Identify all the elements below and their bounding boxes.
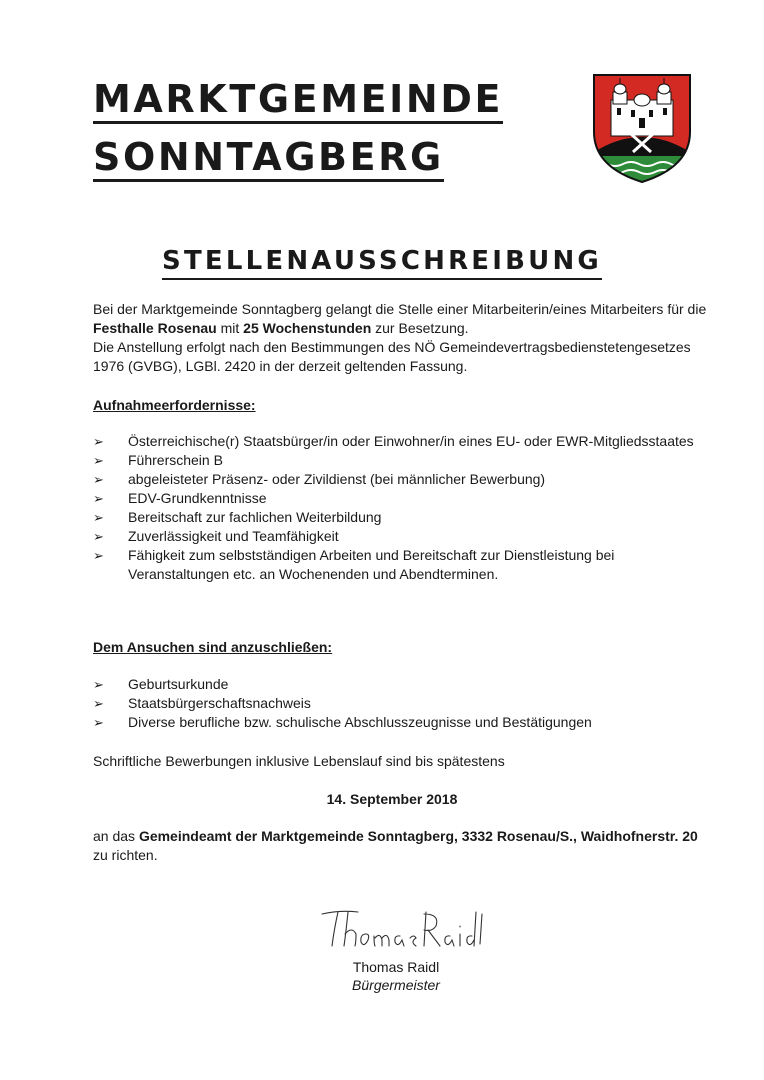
water-band (591, 156, 693, 184)
employment-basis-text: Die Anstellung erfolgt nach den Bestimmungen des NÖ Gemeindevertragsbedienstetengesetzes 1976 (GVBG), LGBl. 2420 in der derzeit geltenden Fassung. (93, 339, 691, 374)
address-suffix: zu richten. (93, 847, 158, 863)
arrow-bullet-icon: ➢ (93, 491, 104, 506)
intro-paragraph (93, 300, 713, 376)
list-item (93, 432, 713, 451)
requirements-heading: Aufnahmeerfordernisse: (93, 397, 256, 413)
list-item (93, 675, 713, 694)
coat-of-arms-icon (591, 72, 693, 184)
arrow-bullet-icon: ➢ (93, 453, 104, 468)
list-item-text: Geburtsurkunde (128, 676, 229, 692)
venue-name: Festhalle Rosenau (93, 320, 217, 336)
arrow-bullet-icon: ➢ (93, 510, 104, 525)
weekly-hours: 25 Wochenstunden (243, 320, 372, 336)
signatory-role: Bürgermeister (352, 977, 440, 993)
arrow-bullet-icon: ➢ (93, 548, 104, 563)
intro-text: mit (216, 320, 244, 336)
intro-text: zur Besetzung. (371, 320, 469, 336)
arrow-bullet-icon: ➢ (93, 434, 104, 449)
arrow-bullet-icon: ➢ (93, 472, 104, 487)
application-instruction: Schriftliche Bewerbungen inklusive Lebenslauf sind bis spätestens (93, 753, 505, 769)
list-item (93, 527, 713, 546)
address-text: Gemeindeamt der Marktgemeinde Sonntagberg, 3332 Rosenau/S., Waidhofnerstr. 20 (138, 828, 698, 844)
arrow-bullet-icon: ➢ (93, 529, 104, 544)
intro-text: Bei der Marktgemeinde Sonntagberg gelangt die Stelle einer Mitarbeiterin/eines Mitarbeiters für die (93, 301, 707, 317)
attachments-list (93, 675, 713, 732)
arrow-bullet-icon: ➢ (93, 696, 104, 711)
application-address (93, 827, 713, 865)
list-item-text: EDV-Grundkenntnisse (128, 490, 267, 506)
arrow-bullet-icon: ➢ (93, 677, 104, 692)
list-item-text: Fähigkeit zum selbstständigen Arbeiten und Bereitschaft zur Dienstleistung bei Veranstaltungen etc. an Wochenenden und Abendterminen. (128, 547, 615, 582)
address-prefix: an das (93, 828, 139, 844)
requirements-list (93, 432, 713, 584)
list-item (93, 546, 713, 584)
list-item (93, 508, 713, 527)
signatory-name: Thomas Raidl (352, 959, 440, 975)
list-item-text: Diverse berufliche bzw. schulische Abschlusszeugnisse und Bestätigungen (128, 714, 592, 730)
list-item (93, 451, 713, 470)
list-item-text: abgeleisteter Präsenz- oder Zivildienst (bei männlicher Bewerbung) (128, 471, 546, 487)
list-item-text: Staatsbürgerschaftsnachweis (128, 695, 311, 711)
arrow-bullet-icon: ➢ (93, 715, 104, 730)
list-item-text: Bereitschaft zur fachlichen Weiterbildung (128, 509, 382, 525)
signature-icon (318, 904, 488, 952)
municipality-title-line2: SONNTAGBERG (93, 138, 444, 182)
list-item (93, 470, 713, 489)
list-item-text: Österreichische(r) Staatsbürger/in oder Einwohner/in eines EU- oder EWR-Mitgliedsstaates (128, 433, 694, 449)
document-title (0, 246, 764, 276)
list-item (93, 694, 713, 713)
document-title-text: STELLENAUSSCHREIBUNG (162, 246, 602, 280)
list-item-text: Führerschein B (128, 452, 223, 468)
list-item (93, 489, 713, 508)
application-deadline: 14. September 2018 (326, 791, 458, 807)
list-item (93, 713, 713, 732)
list-item-text: Zuverlässigkeit und Teamfähigkeit (128, 528, 339, 544)
municipality-title-line1: MARKTGEMEINDE (93, 80, 503, 124)
attachments-heading: Dem Ansuchen sind anzuschließen: (93, 639, 333, 655)
